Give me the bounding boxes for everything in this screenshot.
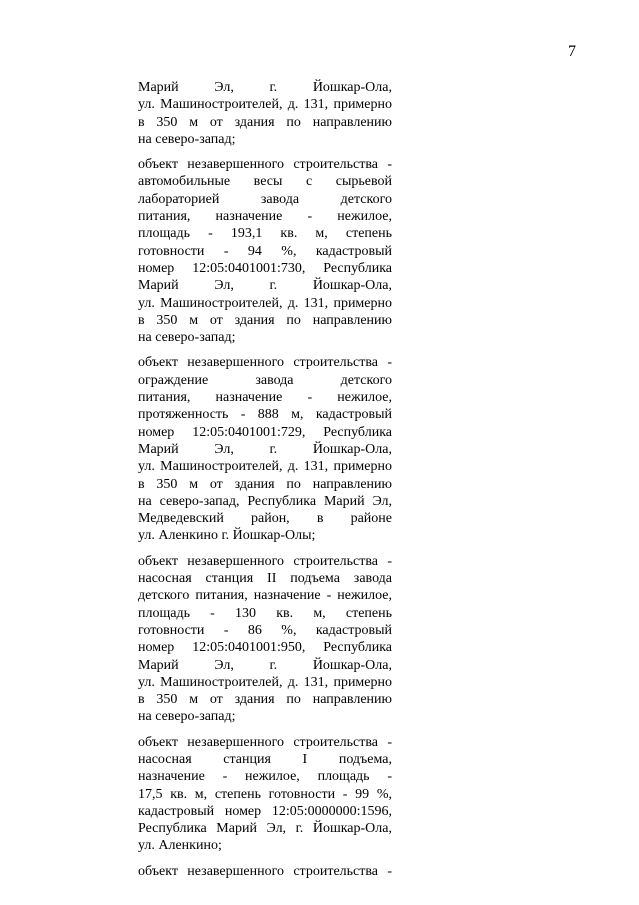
paragraph-6 (138, 863, 392, 880)
text-line: ограждение завода детского (138, 372, 392, 388)
text-line: ул. Машиностроителей, д. 131, примерно (138, 459, 392, 475)
text-line: в 350 м от здания по направлению (138, 114, 392, 130)
text-line: объект незавершенного строительства - (138, 553, 392, 569)
text-line: объект незавершенного строительства - (138, 734, 392, 750)
text-line: объект незавершенного строительства - (138, 863, 392, 879)
text-line: в 350 м от здания по направлению (138, 312, 392, 328)
text-line: ул. Машиностроителей, д. 131, примерно (138, 674, 392, 690)
paragraph-5 (138, 734, 392, 855)
text-line: площадь - 193,1 кв. м, степень (138, 226, 392, 242)
text-line: готовности - 86 %, кадастровый (138, 622, 392, 638)
text-line: Марий Эл, г. Йошкар-Ола, (138, 657, 392, 673)
paragraph-3 (138, 354, 392, 544)
paragraph-1 (138, 79, 392, 148)
document-body (138, 79, 392, 888)
text-line: в 350 м от здания по направлению (138, 476, 392, 492)
text-line: 17,5 кв. м, степень готовности - 99 %, (138, 786, 392, 802)
text-line: ул. Машиностроителей, д. 131, примерно (138, 97, 392, 113)
text-line: протяженность - 888 м, кадастровый (138, 407, 392, 423)
text-line: Марий Эл, г. Йошкар-Ола, (138, 80, 392, 95)
text-line: автомобильные весы с сырьевой (138, 174, 392, 190)
text-line: лабораторией завода детского (138, 191, 392, 207)
text-line: Республика Марий Эл, г. Йошкар-Ола, (138, 821, 392, 837)
text-line: объект незавершенного строительства - (138, 355, 392, 371)
text-line: номер 12:05:0401001:950, Республика (138, 640, 392, 656)
paragraph-2 (138, 156, 392, 346)
text-line: на северо-запад, Республика Марий Эл, (138, 493, 392, 509)
text-line: объект незавершенного строительства - (138, 157, 392, 173)
text-line: ул. Аленкино; (138, 838, 222, 854)
text-line: Марий Эл, г. Йошкар-Ола, (138, 441, 392, 457)
text-line: Медведевский район, в районе (138, 511, 392, 527)
text-line: ул. Машиностроителей, д. 131, примерно (138, 295, 392, 311)
paragraph-4 (138, 553, 392, 726)
text-line: ул. Аленкино г. Йошкар-Олы; (138, 528, 316, 544)
text-line: номер 12:05:0401001:730, Республика (138, 260, 392, 276)
text-line: на северо-запад; (138, 709, 236, 725)
text-line: Марий Эл, г. Йошкар-Ола, (138, 278, 392, 294)
text-line: площадь - 130 кв. м, степень (138, 605, 392, 621)
page-number: 7 (568, 43, 576, 60)
text-line: насосная станция I подъема, (138, 751, 392, 767)
text-line: насосная станция II подъема завода (138, 571, 392, 587)
text-line: номер 12:05:0401001:729, Республика (138, 424, 392, 440)
text-line: питания, назначение - нежилое, (138, 209, 392, 225)
text-line: питания, назначение - нежилое, (138, 390, 392, 406)
text-line: кадастровый номер 12:05:0000000:1596, (138, 803, 392, 819)
text-line: на северо-запад; (138, 131, 236, 147)
text-line: назначение - нежилое, площадь - (138, 769, 392, 785)
text-line: готовности - 94 %, кадастровый (138, 243, 392, 259)
text-line: в 350 м от здания по направлению (138, 692, 392, 708)
text-line: на северо-запад; (138, 330, 236, 346)
text-line: детского питания, назначение - нежилое, (138, 588, 392, 604)
